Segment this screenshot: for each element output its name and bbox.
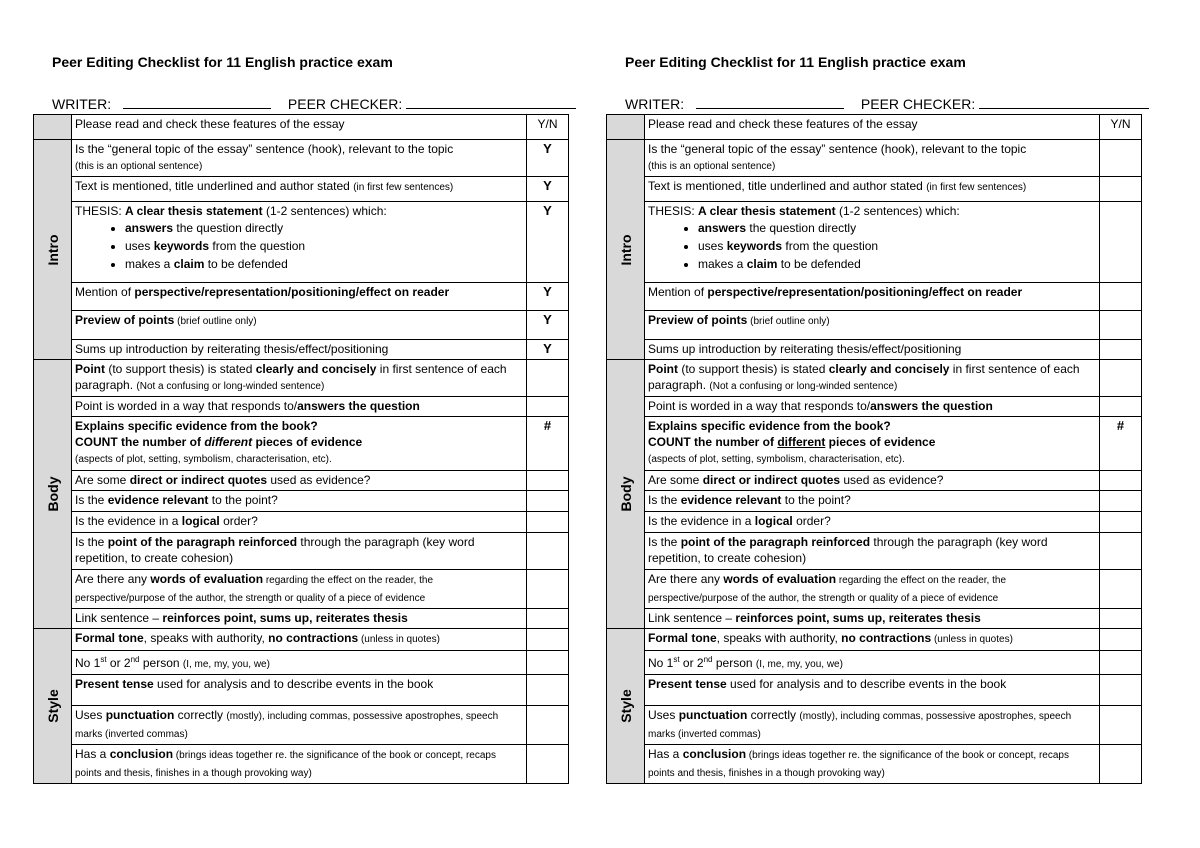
list-item: • makes a claim to be defended xyxy=(125,255,523,273)
answer-conclusion[interactable] xyxy=(1100,745,1142,784)
row-logical: Is the evidence in a logical order? xyxy=(645,512,1100,533)
answer-sums-up[interactable]: Y xyxy=(527,340,569,360)
row-sums-up: Sums up introduction by reiterating thesis/effect/positioning xyxy=(72,340,527,360)
row-punctuation: Uses punctuation correctly (mostly), including commas, possessive apostrophes, speech marks (inverted commas) xyxy=(645,706,1100,745)
row-point: Point (to support thesis) is stated clearly and concisely in first sentence of each paragraph. (Not a confusing or long-winded sentence) xyxy=(72,360,527,397)
row-preview: Preview of points (brief outline only) xyxy=(645,311,1100,340)
answer-punctuation[interactable] xyxy=(1100,706,1142,745)
row-formal: Formal tone, speaks with authority, no contractions (unless in quotes) xyxy=(645,629,1100,651)
header-instruction: Please read and check these features of the essay xyxy=(72,115,527,140)
answer-evidence[interactable]: # xyxy=(527,417,569,471)
answer-text-mentioned[interactable] xyxy=(1100,177,1142,202)
row-conclusion: Has a conclusion (brings ideas together re. the significance of the book or concept, recaps points and thesis, finishes in a though provoking way) xyxy=(645,745,1100,784)
row-text-mentioned: Text is mentioned, title underlined and author stated (in first few sentences) xyxy=(72,177,527,202)
answer-preview[interactable]: Y xyxy=(527,311,569,340)
row-thesis: THESIS: A clear thesis statement (1-2 sentences) which: • answers the question directly • uses keywords from the question • makes a claim to be defended xyxy=(72,202,527,283)
peer-checker-field[interactable] xyxy=(979,97,1149,109)
row-point: Point (to support thesis) is stated clearly and concisely in first sentence of each paragraph. (Not a confusing or long-winded sentence) xyxy=(645,360,1100,397)
answer-thesis[interactable]: Y xyxy=(527,202,569,283)
writer-field[interactable] xyxy=(696,97,844,109)
writer-field[interactable] xyxy=(123,97,271,109)
header-instruction: Please read and check these features of the essay xyxy=(645,115,1100,140)
row-present: Present tense used for analysis and to describe events in the book xyxy=(72,675,527,706)
section-label: Style xyxy=(617,689,634,723)
list-item: • answers the question directly xyxy=(125,219,523,237)
answer-reinforced[interactable] xyxy=(1100,533,1142,570)
header-yn: Y/N xyxy=(527,115,569,140)
peer-checker-label: PEER CHECKER: xyxy=(860,96,976,112)
answer-relevant[interactable] xyxy=(1100,491,1142,512)
answer-point[interactable] xyxy=(527,360,569,397)
row-hook: Is the “general topic of the essay” sentence (hook), relevant to the topic (this is an optional sentence) xyxy=(645,140,1100,177)
answer-quotes[interactable] xyxy=(527,471,569,491)
row-thesis: THESIS: A clear thesis statement (1-2 sentences) which: • answers the question directly • uses keywords from the question • makes a claim to be defended xyxy=(645,202,1100,283)
row-logical: Is the evidence in a logical order? xyxy=(72,512,527,533)
row-quotes: Are some direct or indirect quotes used as evidence? xyxy=(645,471,1100,491)
row-perspective: Mention of perspective/representation/positioning/effect on reader xyxy=(645,283,1100,311)
row-reinforced: Is the point of the paragraph reinforced through the paragraph (key word repetition, to create cohesion) xyxy=(72,533,527,570)
section-style xyxy=(607,629,645,784)
answer-perspective[interactable]: Y xyxy=(527,283,569,311)
peer-checker-field[interactable] xyxy=(406,97,576,109)
answer-present[interactable] xyxy=(1100,675,1142,706)
row-perspective: Mention of perspective/representation/positioning/effect on reader xyxy=(72,283,527,311)
header-yn: Y/N xyxy=(1100,115,1142,140)
row-person: No 1st or 2nd person (I, me, my, you, we) xyxy=(72,651,527,675)
answer-person[interactable] xyxy=(1100,651,1142,675)
checklist-title: Peer Editing Checklist for 11 English practice exam xyxy=(625,54,966,70)
row-relevant: Is the evidence relevant to the point? xyxy=(645,491,1100,512)
answer-link[interactable] xyxy=(527,609,569,629)
section-label: Intro xyxy=(617,233,634,266)
header-corner xyxy=(34,115,72,140)
answer-present[interactable] xyxy=(527,675,569,706)
answer-logical[interactable] xyxy=(527,512,569,533)
section-body xyxy=(34,360,72,629)
writer-label: WRITER: xyxy=(52,96,112,112)
thesis-bullets xyxy=(648,219,1096,273)
row-relevant: Is the evidence relevant to the point? xyxy=(72,491,527,512)
checklist-title: Peer Editing Checklist for 11 English practice exam xyxy=(52,54,393,70)
row-point-worded: Point is worded in a way that responds to/answers the question xyxy=(645,397,1100,417)
section-label: Body xyxy=(617,476,634,512)
answer-formal[interactable] xyxy=(1100,629,1142,651)
row-preview: Preview of points (brief outline only) xyxy=(72,311,527,340)
answer-point-worded[interactable] xyxy=(527,397,569,417)
row-sums-up: Sums up introduction by reiterating thesis/effect/positioning xyxy=(645,340,1100,360)
answer-text-mentioned[interactable]: Y xyxy=(527,177,569,202)
section-body xyxy=(607,360,645,629)
row-evaluation: Are there any words of evaluation regarding the effect on the reader, the perspective/purpose of the author, the strength or quality of a piece of evidence xyxy=(72,570,527,609)
row-punctuation: Uses punctuation correctly (mostly), including commas, possessive apostrophes, speech marks (inverted commas) xyxy=(72,706,527,745)
section-style xyxy=(34,629,72,784)
answer-hook[interactable] xyxy=(1100,140,1142,177)
answer-thesis[interactable] xyxy=(1100,202,1142,283)
row-conclusion: Has a conclusion (brings ideas together re. the significance of the book or concept, recaps points and thesis, finishes in a though provoking way) xyxy=(72,745,527,784)
row-present: Present tense used for analysis and to describe events in the book xyxy=(645,675,1100,706)
answer-evidence[interactable]: # xyxy=(1100,417,1142,471)
answer-preview[interactable] xyxy=(1100,311,1142,340)
thesis-bullets xyxy=(75,219,523,273)
checklist-table xyxy=(606,114,1142,784)
answer-point[interactable] xyxy=(1100,360,1142,397)
list-item: • answers the question directly xyxy=(698,219,1096,237)
row-link: Link sentence – reinforces point, sums up, reiterates thesis xyxy=(72,609,527,629)
answer-conclusion[interactable] xyxy=(527,745,569,784)
section-label: Style xyxy=(44,689,61,723)
checklist-table xyxy=(33,114,569,784)
answer-person[interactable] xyxy=(527,651,569,675)
answer-reinforced[interactable] xyxy=(527,533,569,570)
answer-quotes[interactable] xyxy=(1100,471,1142,491)
row-text-mentioned: Text is mentioned, title underlined and author stated (in first few sentences) xyxy=(645,177,1100,202)
row-evidence: Explains specific evidence from the book? COUNT the number of different pieces of evidence (aspects of plot, setting, symbolism, characterisation, etc). xyxy=(645,417,1100,471)
answer-perspective[interactable] xyxy=(1100,283,1142,311)
answer-sums-up[interactable] xyxy=(1100,340,1142,360)
row-reinforced: Is the point of the paragraph reinforced through the paragraph (key word repetition, to create cohesion) xyxy=(645,533,1100,570)
answer-hook[interactable]: Y xyxy=(527,140,569,177)
answer-evaluation[interactable] xyxy=(527,570,569,609)
answer-formal[interactable] xyxy=(527,629,569,651)
section-intro xyxy=(607,140,645,360)
name-line xyxy=(606,96,1141,112)
peer-checker-label: PEER CHECKER: xyxy=(287,96,403,112)
row-formal: Formal tone, speaks with authority, no contractions (unless in quotes) xyxy=(72,629,527,651)
row-link: Link sentence – reinforces point, sums up, reiterates thesis xyxy=(645,609,1100,629)
answer-logical[interactable] xyxy=(1100,512,1142,533)
answer-point-worded[interactable] xyxy=(1100,397,1142,417)
section-intro xyxy=(34,140,72,360)
section-label: Body xyxy=(44,476,61,512)
row-evaluation: Are there any words of evaluation regarding the effect on the reader, the perspective/purpose of the author, the strength or quality of a piece of evidence xyxy=(645,570,1100,609)
writer-label: WRITER: xyxy=(625,96,685,112)
list-item: • uses keywords from the question xyxy=(125,237,523,255)
section-label: Intro xyxy=(44,233,61,266)
list-item: • makes a claim to be defended xyxy=(698,255,1096,273)
row-point-worded: Point is worded in a way that responds to/answers the question xyxy=(72,397,527,417)
answer-punctuation[interactable] xyxy=(527,706,569,745)
name-line xyxy=(33,96,568,112)
row-quotes: Are some direct or indirect quotes used as evidence? xyxy=(72,471,527,491)
row-hook: Is the “general topic of the essay” sentence (hook), relevant to the topic (this is an optional sentence) xyxy=(72,140,527,177)
answer-relevant[interactable] xyxy=(527,491,569,512)
row-person: No 1st or 2nd person (I, me, my, you, we) xyxy=(645,651,1100,675)
answer-evaluation[interactable] xyxy=(1100,570,1142,609)
header-corner xyxy=(607,115,645,140)
answer-link[interactable] xyxy=(1100,609,1142,629)
list-item: • uses keywords from the question xyxy=(698,237,1096,255)
row-evidence: Explains specific evidence from the book? COUNT the number of different pieces of evidence (aspects of plot, setting, symbolism, characterisation, etc). xyxy=(72,417,527,471)
